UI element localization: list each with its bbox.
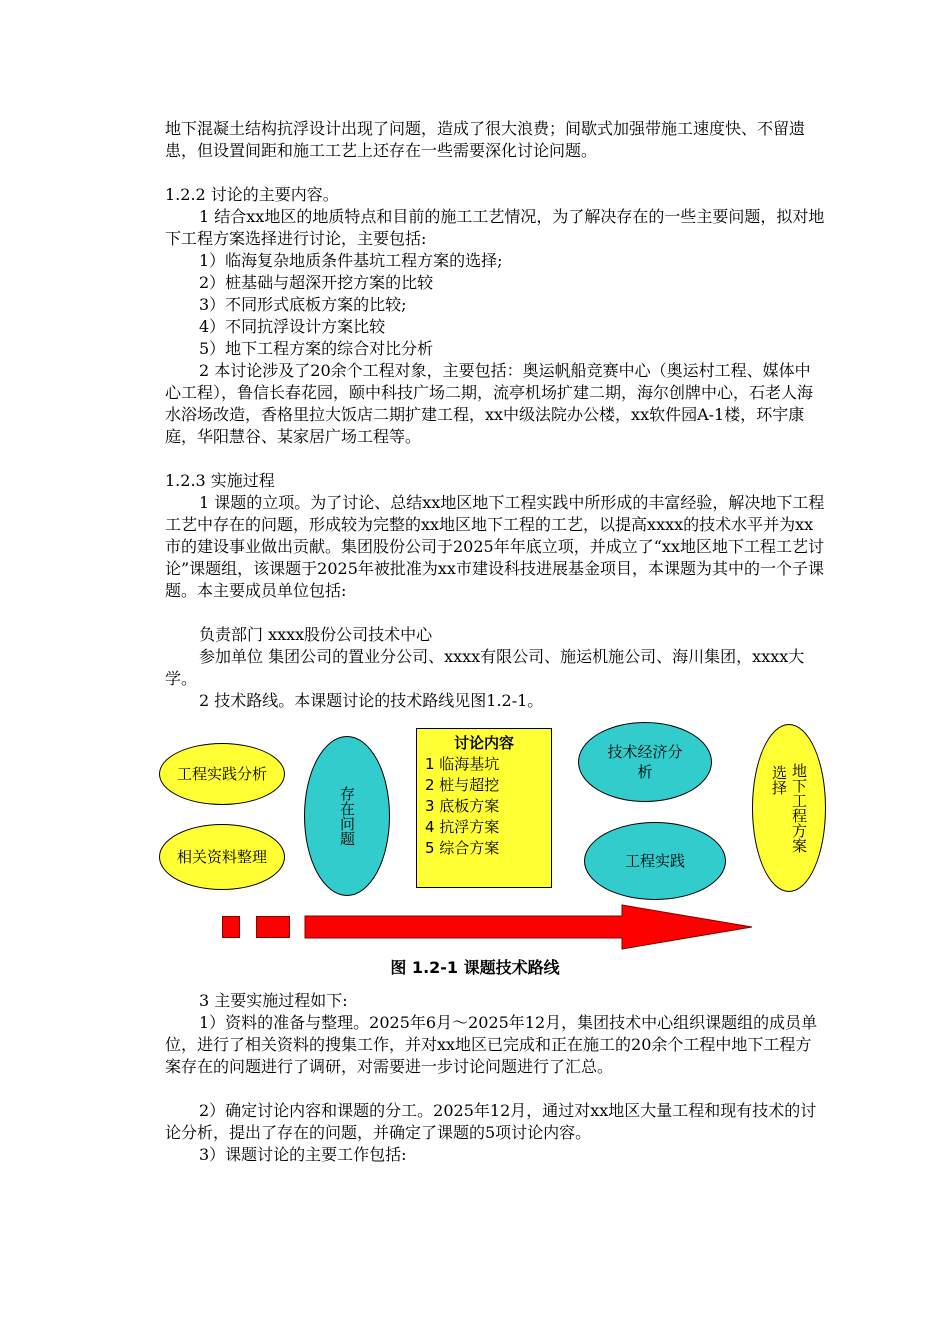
heading-1-2-3: 1.2.3 实施过程 — [165, 471, 275, 490]
ellipse-engineering-practice: 工程实践 — [584, 822, 726, 900]
discussion-item-list — [165, 250, 825, 360]
paragraph-project-setup: 1 课题的立项。为了讨论、总结xx地区地下工程实践中所形成的丰富经验，解决地下工程工艺中存在的问题，形成较为完整的xx地区地下工程的工艺，以提高xxxx的技术水平并为xx市的建设事业做出贡献。集团股份公司于2025年年底立项，并成立了“xx地区地下工程工艺讨论”课题组，该课题于2025年被批准为xx市建设科技进展基金项目，本课题为其中的一个子课题。本主要成员单位包括: — [165, 493, 825, 600]
paragraph-task-division: 2）确定讨论内容和课题的分工。2025年12月，通过对xx地区大量工程和现有技术的讨论分析，提出了存在的问题，并确定了课题的5项讨论内容。 — [165, 1101, 817, 1142]
list-item: 2）桩基础与超深开挖方案的比较 — [199, 273, 434, 292]
list-item: 4）不同抗浮设计方案比较 — [199, 317, 386, 336]
arrow-tail-block — [256, 916, 290, 938]
paragraph-tech-route: 2 技术路线。本课题讨论的技术路线见图1.2-1。 — [199, 691, 544, 710]
discussion-content-title: 讨论内容 — [453, 734, 514, 752]
paragraph-data-preparation: 1）资料的准备与整理。2025年6月～2025年12月，集团技术中心组织课题组的成员单位，进行了相关资料的搜集工作，并对xx地区已完成和正在施工的20余个工程中地下工程方案存在的问题进行了调研，对需要进一步讨论问题进行了汇总。 — [165, 1013, 818, 1076]
list-item: 1）临海复杂地质条件基坑工程方案的选择; — [199, 251, 503, 270]
paragraph-responsible-dept: 负责部门 xxxx股份公司技术中心 — [199, 625, 433, 644]
ellipse-tech-economic-analysis: 技术经济分析 — [578, 722, 712, 802]
discussion-content-item: 4 抗浮方案 — [425, 818, 500, 836]
underground-scheme-label: 地下工程方案 — [790, 763, 808, 853]
paragraph-project-objects: 2 本讨论涉及了20余个工程对象，主要包括：奥运帆船竞赛中心（奥运村工程、媒体中心工程），鲁信长春花园，颐中科技广场二期，流亭机场扩建二期，海尔创牌中心，石老人海水浴场改造，香格里拉大饭店二期扩建工程，xx中级法院办公楼，xx软件园A-1楼，环宇康庭，华阳慧谷、某家居广场工程等。 — [165, 361, 814, 446]
progress-arrow-icon — [304, 904, 754, 950]
select-label: 选择 — [770, 765, 788, 795]
figure-caption: 图 1.2-1 课题技术路线 — [390, 958, 560, 977]
ellipse-engineering-practice-analysis: 工程实践分析 — [159, 743, 285, 805]
arrow-tail-block — [222, 916, 240, 938]
discussion-content-item: 1 临海基坑 — [425, 755, 500, 773]
discussion-content-box — [416, 728, 552, 888]
paragraph-intro: 地下混凝土结构抗浮设计出现了问题，造成了很大浪费；间歇式加强带施工速度快、不留遗患，但设置间距和施工工艺上还存在一些需要深化讨论问题。 — [165, 119, 806, 160]
arrow-shape — [305, 905, 752, 949]
tech-route-diagram — [150, 718, 830, 948]
discussion-content-item: 3 底板方案 — [425, 797, 500, 815]
list-item: 3）不同形式底板方案的比较; — [199, 295, 407, 314]
paragraph-discussion-scope: 1 结合xx地区的地质特点和目前的施工工艺情况，为了解决存在的一些主要问题，拟对地下工程方案选择进行讨论，主要包括: — [165, 207, 825, 248]
heading-1-2-2: 1.2.2 讨论的主要内容。 — [165, 185, 339, 204]
discussion-content-item: 5 综合方案 — [425, 839, 500, 857]
discussion-content-item: 2 桩与超挖 — [425, 776, 500, 794]
ellipse-select-underground-scheme — [752, 724, 826, 892]
paragraph-main-work: 3）课题讨论的主要工作包括: — [199, 1145, 407, 1164]
ellipse-data-organization: 相关资料整理 — [159, 824, 285, 890]
paragraph-participants: 参加单位 集团公司的置业分公司、xxxx有限公司、施运机施公司、海川集团，xxxx大学。 — [165, 647, 805, 688]
paragraph-main-process: 3 主要实施过程如下: — [199, 991, 348, 1010]
list-item: 5）地下工程方案的综合对比分析 — [199, 339, 434, 358]
ellipse-existing-problems — [304, 736, 390, 896]
existing-problems-label: 存在问题 — [338, 786, 356, 846]
